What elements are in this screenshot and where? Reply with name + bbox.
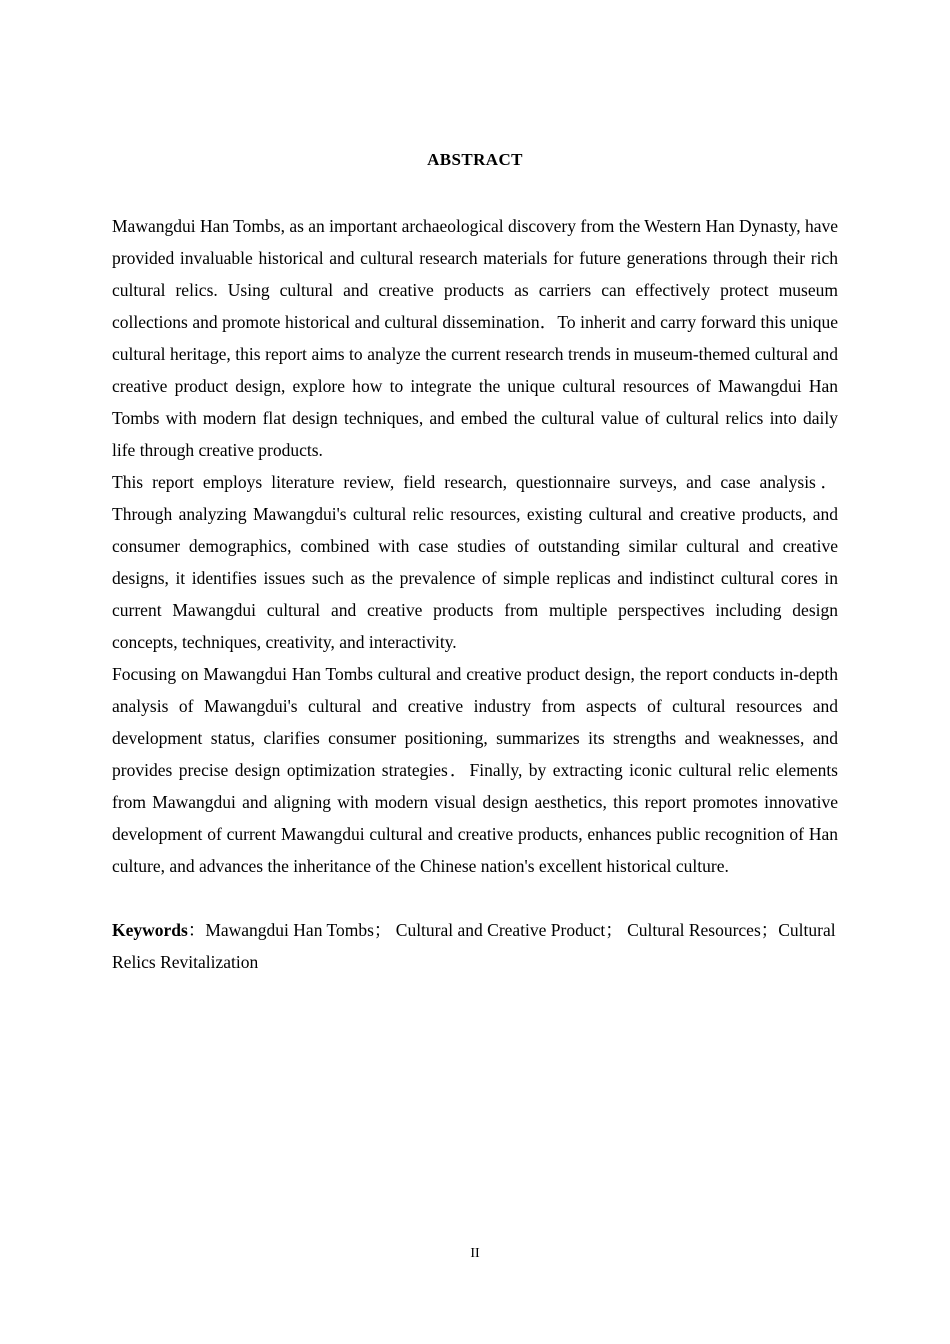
abstract-paragraph-2: This report employs literature review, field research, questionnaire surveys, and case analysis．Through analyzing Mawangdui's cultural relic resources, existing cultural and creative products, and consumer demographics, combined with case studies of outstanding similar cultural and creative designs, it identifies issues such as the prevalence of simple replicas and indistinct cultural cores in current Mawangdui cultural and creative products from multiple perspectives including design concepts, techniques, creativity, and interactivity. <box>112 472 838 652</box>
abstract-body <box>112 210 838 882</box>
keywords-values: Mawangdui Han Tombs； Cultural and Creative Product； Cultural Resources；Cultural Relics Revitalization <box>112 920 836 972</box>
abstract-paragraph-1: Mawangdui Han Tombs, as an important archaeological discovery from the Western Han Dynasty, have provided invaluable historical and cultural research materials for future generations through their rich cultural relics. Using cultural and creative products as carriers can effectively protect museum collections and promote historical and cultural dissemination．To inherit and carry forward this unique cultural heritage, this report aims to analyze the current research trends in museum-themed cultural and creative product design, explore how to integrate the unique cultural resources of Mawangdui Han Tombs with modern flat design techniques, and embed the cultural value of cultural relics into daily life through creative products. <box>112 216 839 460</box>
abstract-paragraph-3: Focusing on Mawangdui Han Tombs cultural and creative product design, the report conducts in-depth analysis of Mawangdui's cultural and creative industry from aspects of cultural resources and development status, clarifies consumer positioning, summarizes its strengths and weaknesses, and provides precise design optimization strategies．Finally, by extracting iconic cultural relic elements from Mawangdui and aligning with modern visual design aesthetics, this report promotes innovative development of current Mawangdui cultural and creative products, enhances public recognition of Han culture, and advances the inheritance of the Chinese nation's excellent historical culture. <box>112 664 838 876</box>
keywords-block <box>112 914 838 978</box>
keywords-label: Keywords <box>112 920 188 940</box>
keywords-line <box>112 914 838 978</box>
keywords-separator: ： <box>187 920 206 940</box>
page-content <box>112 148 838 978</box>
page-title: ABSTRACT <box>427 150 523 169</box>
page-number: II <box>470 1246 480 1261</box>
